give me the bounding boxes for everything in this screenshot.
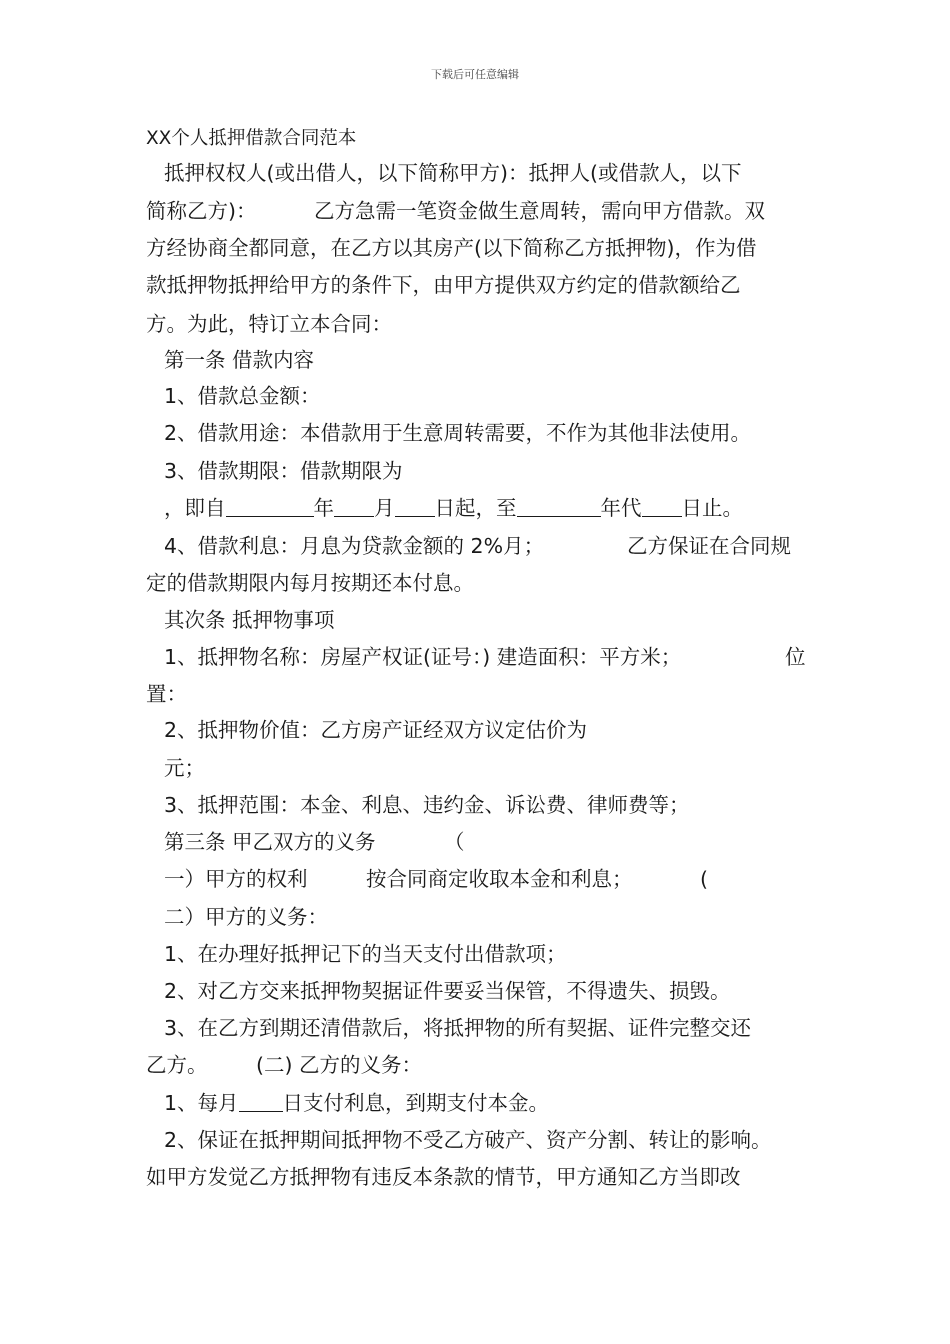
article-1-heading: 第一条 借款内容 xyxy=(164,348,315,372)
party-a-duties-label: 二）甲方的义务： xyxy=(164,905,328,929)
party-a-duty-2: 2、对乙方交来抵押物契据证件要妥当保管，不得遗失、损毁。 xyxy=(164,979,731,1003)
term-end: 日止。 xyxy=(681,496,743,520)
article-2-heading: 其次条 抵押物事项 xyxy=(164,608,335,632)
party-b-duty-1-start: 1、每月 xyxy=(164,1091,239,1115)
article-1-item-4c: 定的借款期限内每月按期还本付息。 xyxy=(146,571,474,595)
intro-line-3: 方经协商全都同意，在乙方以其房产(以下简称乙方抵押物)，作为借 xyxy=(146,236,757,260)
blank-year xyxy=(226,496,314,517)
article-1-item-2: 2、借款用途：本借款用于生意周转需要，不作为其他非法使用。 xyxy=(164,421,752,445)
party-a-duty-1: 1、在办理好抵押记下的当天支付出借款项； xyxy=(164,942,567,966)
intro-line-2b: 乙方急需一笔资金做生意周转，需向甲方借款。双 xyxy=(314,199,765,223)
article-2-item-2b: 元； xyxy=(164,756,205,780)
article-1-item-4a: 4、借款利息：月息为贷款金额的 2%月； xyxy=(164,534,545,558)
party-a-rights-paren: ( xyxy=(700,867,708,891)
article-2-item-1a: 1、抵押物名称：房屋产权证(证号：) 建造面积：平方米； xyxy=(164,645,682,669)
article-3-heading: 第三条 甲乙双方的义务 xyxy=(164,830,376,854)
blank-pay-day xyxy=(239,1091,283,1112)
term-line xyxy=(164,495,743,521)
term-day: 日起，至 xyxy=(434,496,517,520)
term-generation: 年代 xyxy=(600,496,642,520)
party-b-duty-1-end: 日支付利息，到期支付本金。 xyxy=(282,1091,550,1115)
term-start: ，即自 xyxy=(164,496,226,520)
article-2-item-1b: 位 xyxy=(785,645,806,669)
blank-month xyxy=(334,496,374,517)
article-3-paren: （ xyxy=(444,830,465,854)
intro-line-5: 方。为此，特订立本合同： xyxy=(146,312,392,336)
party-a-duty-3b: 乙方。 xyxy=(146,1053,208,1077)
intro-line-1: 抵押权权人(或出借人，以下简称甲方)：抵押人(或借款人，以下 xyxy=(164,161,742,185)
document-title: XX个人抵押借款合同范本 xyxy=(146,128,357,149)
article-2-item-2: 2、抵押物价值：乙方房产证经双方议定估价为 xyxy=(164,718,588,742)
party-b-duty-2: 2、保证在抵押期间抵押物不受乙方破产、资产分割、转让的影响。 xyxy=(164,1128,772,1152)
blank-end-year xyxy=(517,496,601,517)
party-a-rights-text: 按合同商定收取本金和利息； xyxy=(366,867,633,891)
article-1-item-3: 3、借款期限：借款期限为 xyxy=(164,459,403,483)
intro-line-2a: 简称乙方)： xyxy=(146,199,257,223)
party-b-duty-1 xyxy=(164,1090,549,1116)
article-1-item-4b: 乙方保证在合同规 xyxy=(627,534,791,558)
article-1-item-1: 1、借款总金额： xyxy=(164,384,321,408)
party-a-duty-3: 3、在乙方到期还清借款后，将抵押物的所有契据、证件完整交还 xyxy=(164,1016,752,1040)
term-month: 月 xyxy=(374,496,395,520)
article-2-item-1c: 置： xyxy=(146,682,187,706)
party-b-duty-2b: 如甲方发觉乙方抵押物有违反本条款的情节，甲方通知乙方当即改 xyxy=(146,1165,741,1189)
blank-end-day xyxy=(642,496,682,517)
term-year: 年 xyxy=(313,496,334,520)
article-2-item-3: 3、抵押范围：本金、利息、违约金、诉讼费、律师费等； xyxy=(164,793,690,817)
header-note: 下载后可任意编辑 xyxy=(431,68,519,81)
party-b-duties-label: (二) 乙方的义务： xyxy=(256,1053,423,1077)
party-a-rights-label: 一）甲方的权利 xyxy=(164,867,308,891)
blank-day xyxy=(395,496,435,517)
intro-line-4: 款抵押物抵押给甲方的条件下，由甲方提供双方约定的借款额给乙 xyxy=(146,273,741,297)
